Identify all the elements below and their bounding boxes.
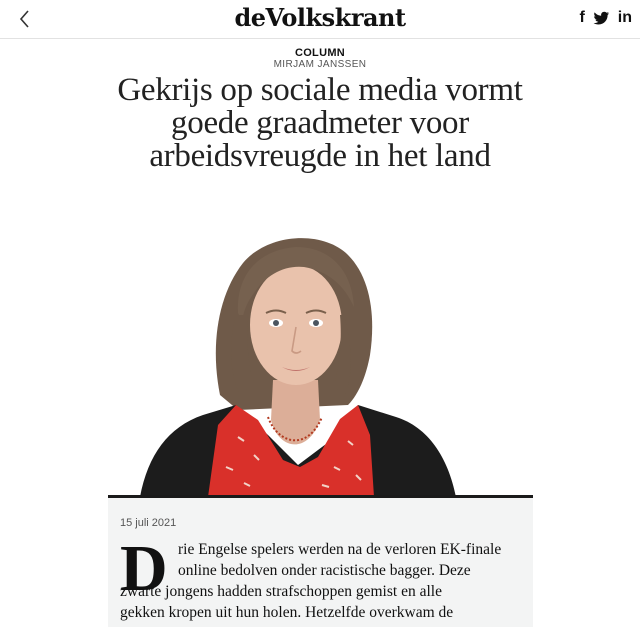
article-body [108, 498, 533, 627]
site-logo[interactable]: deVolkskrant [234, 3, 406, 32]
body-line: gekken kropen uit hun holen. Hetzelfde overkwam de [120, 604, 454, 621]
body-line: online bedolven onder racistische bagger. Deze [178, 562, 471, 579]
column-label: COLUMN [294, 47, 346, 59]
body-line: zwarte jongens hadden strafschoppen gemist en alle [120, 583, 442, 600]
body-line: rie Engelse spelers werden na de verloren EK-finale [178, 541, 502, 558]
author-photo [108, 205, 532, 497]
publish-date: 15 juli 2021 [120, 517, 177, 529]
facebook-icon[interactable]: f [579, 9, 585, 26]
author-name[interactable]: MIRJAM JANSSEN [273, 59, 367, 70]
drop-cap: D [120, 532, 168, 605]
headline: Gekrijs op sociale media vormt goede graadmeter voor arbeidsvreugde in het land [117, 72, 523, 174]
linkedin-icon[interactable]: in [617, 9, 632, 26]
twitter-icon[interactable] [593, 9, 610, 27]
top-bar [0, 0, 640, 39]
share-buttons [579, 9, 632, 27]
